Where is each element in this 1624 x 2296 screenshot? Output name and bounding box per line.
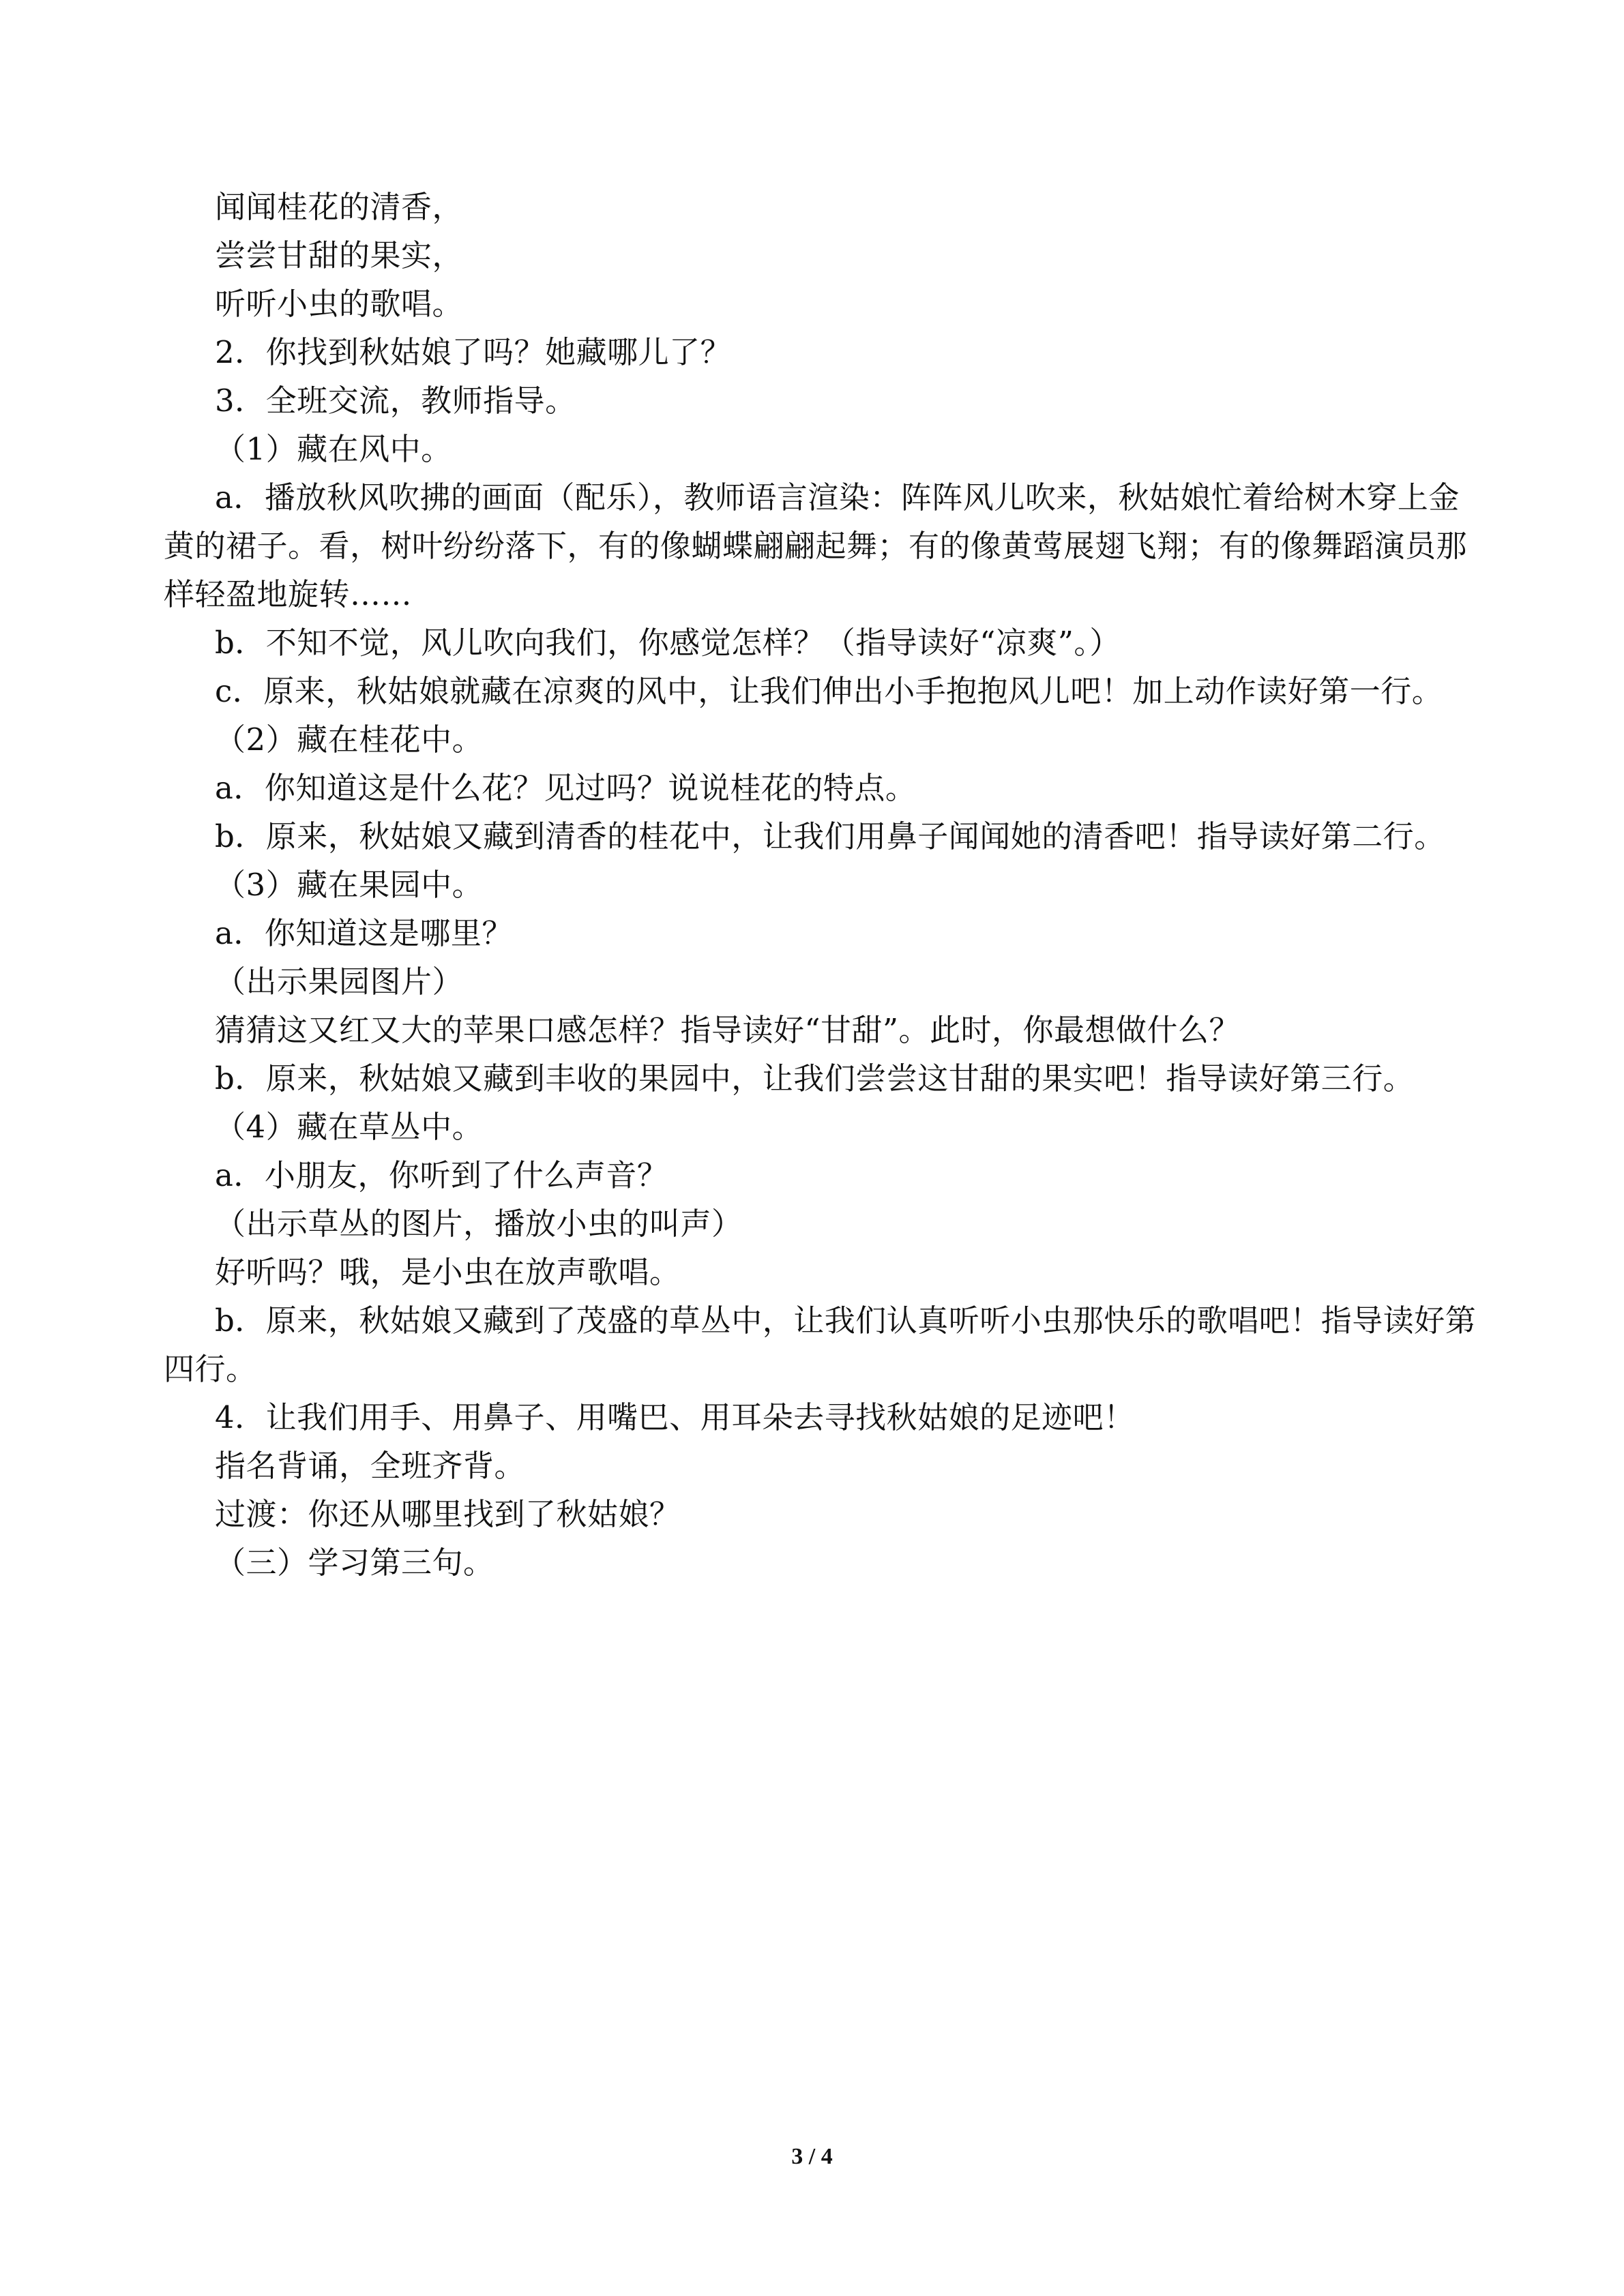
- section-3-question: 猜猜这又红又大的苹果口感怎样？指导读好“甘甜”。此时，你最想做什么？: [215, 1012, 1241, 1048]
- section-1-item-c: c．原来，秋姑娘就藏在凉爽的风中，让我们伸出小手抱抱风儿吧！加上动作读好第一行。: [215, 673, 1443, 709]
- page-body: [164, 183, 1483, 1587]
- section-4-item-a: a．小朋友，你听到了什么声音？: [215, 1157, 668, 1193]
- poem-line-1: 闻闻桂花的清香，: [215, 189, 464, 225]
- section-2-item-a: a．你知道这是什么花？见过吗？说说桂花的特点。: [215, 770, 917, 806]
- transition-question: 过渡：你还从哪里找到了秋姑娘？: [215, 1496, 681, 1532]
- section-3-heading: （3）藏在果园中。: [215, 867, 484, 903]
- section-3-note: （出示果园图片）: [215, 964, 464, 1000]
- section-4-note: （出示草丛的图片，播放小虫的叫声）: [215, 1206, 743, 1242]
- section-1-item-b: b．不知不觉，风儿吹向我们，你感觉怎样？（指导读好“凉爽”。）: [215, 625, 1121, 661]
- poem-line-2: 尝尝甘甜的果实，: [215, 237, 464, 273]
- section-1-item-a: a．播放秋风吹拂的画面（配乐），教师语言渲染：阵阵风儿吹来，秋姑娘忙着给树木穿上金黄的裙子。看，树叶纷纷落下，有的像蝴蝶翩翩起舞；有的像黄莺展翅飞翔；有的像舞蹈演员那样轻盈地旋转……: [164, 479, 1468, 612]
- section-3-item-b: b．原来，秋姑娘又藏到丰收的果园中，让我们尝尝这甘甜的果实吧！指导读好第三行。: [215, 1060, 1415, 1097]
- part-3-heading: （三）学习第三句。: [215, 1545, 494, 1581]
- section-2-item-b: b．原来，秋姑娘又藏到清香的桂花中，让我们用鼻子闻闻她的清香吧！指导读好第二行。: [215, 818, 1445, 854]
- poem-line-3: 听听小虫的歌唱。: [215, 286, 464, 322]
- section-4-item-b: b．原来，秋姑娘又藏到了茂盛的草丛中，让我们认真听听小虫那快乐的歌唱吧！指导读好第四行。: [164, 1302, 1477, 1387]
- section-3-item-a: a．你知道这是哪里？: [215, 915, 513, 951]
- section-1-heading: （1）藏在风中。: [215, 431, 452, 467]
- question-2: 2．你找到秋姑娘了吗？她藏哪儿了？: [215, 334, 732, 370]
- step-4-heading: 4．让我们用手、用鼻子、用嘴巴、用耳朵去寻找秋姑娘的足迹吧！: [215, 1399, 1135, 1435]
- section-4-remark: 好听吗？哦，是小虫在放声歌唱。: [215, 1254, 681, 1290]
- step-3-heading: 3．全班交流，教师指导。: [215, 383, 576, 419]
- section-2-heading: （2）藏在桂花中。: [215, 721, 484, 758]
- recitation-note: 指名背诵，全班齐背。: [215, 1448, 526, 1484]
- section-4-heading: （4）藏在草丛中。: [215, 1109, 484, 1145]
- page-number: 3 / 4: [791, 2144, 833, 2169]
